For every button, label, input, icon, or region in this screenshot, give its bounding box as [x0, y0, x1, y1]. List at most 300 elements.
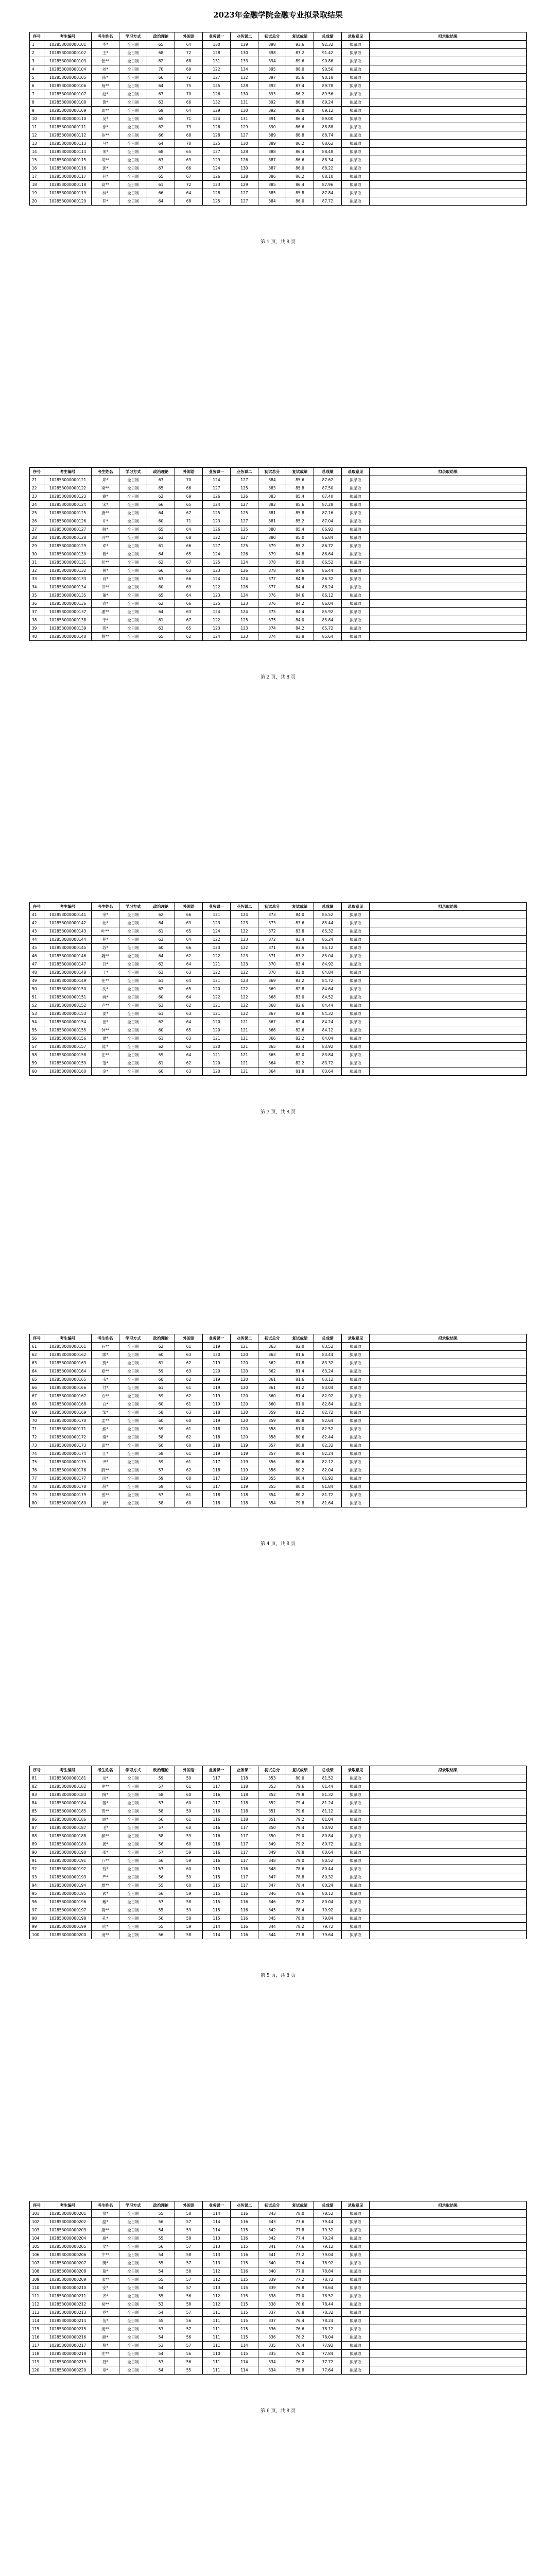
table-cell: 60	[30, 1067, 44, 1076]
table-cell: 133	[231, 57, 258, 65]
table-cell: 孙**	[92, 131, 119, 140]
table-cell: 119	[30, 2358, 44, 2366]
table-cell: 53	[147, 2325, 175, 2333]
table-cell: 68	[175, 197, 203, 206]
table-cell: 59	[147, 1425, 175, 1433]
table-cell: 全日制	[119, 74, 147, 82]
table-cell: 80.6	[286, 1458, 314, 1466]
table-cell: 121	[231, 1051, 258, 1059]
table-cell: 85.64	[314, 633, 342, 641]
table-cell: 116	[30, 2333, 44, 2342]
table-cell: 16	[30, 164, 44, 173]
table-cell: 341	[258, 2251, 286, 2259]
table-cell: 83.32	[314, 1359, 342, 1367]
table-cell: 拟录取	[342, 2309, 370, 2317]
table-cell: 120	[231, 1359, 258, 1367]
table-cell: 102	[30, 2218, 44, 2226]
table-cell: 102853000000217	[44, 2342, 92, 2350]
table-row	[30, 1409, 527, 1417]
column-header: 政治理论	[147, 1766, 175, 1774]
table-cell: 85.2	[286, 517, 314, 526]
table-cell	[370, 1873, 527, 1882]
column-header: 复试成绩	[286, 1766, 314, 1774]
table-cell: 119	[231, 1458, 258, 1466]
table-cell: 102853000000112	[44, 131, 92, 140]
table-cell: 83.6	[286, 944, 314, 952]
table-cell: 68	[175, 57, 203, 65]
table-cell: 117	[203, 1475, 231, 1483]
table-cell: 56	[147, 1931, 175, 1939]
table-cell: 全日制	[119, 591, 147, 600]
table-cell: 61	[175, 1458, 203, 1466]
table-cell: 56	[147, 2218, 175, 2226]
table-row	[30, 1002, 527, 1010]
table-cell: 82.4	[286, 1043, 314, 1051]
table-cell: 汤**	[92, 1931, 119, 1939]
table-cell: 邱**	[92, 1442, 119, 1450]
column-header: 考生编号	[44, 1766, 92, 1774]
table-cell	[370, 1849, 527, 1857]
table-cell: 98	[30, 1914, 44, 1923]
table-cell: 拟录取	[342, 2226, 370, 2234]
table-cell: 80	[30, 1499, 44, 1507]
column-header: 外国语	[175, 903, 203, 911]
table-cell: 57	[147, 1824, 175, 1832]
table-cell: 70	[175, 140, 203, 148]
table-cell: 102853000000192	[44, 1865, 92, 1873]
table-cell: 87.40	[314, 493, 342, 501]
table-cell: 125	[203, 509, 231, 517]
table-cell: 102853000000124	[44, 501, 92, 509]
table-cell: 81.04	[314, 1816, 342, 1824]
table-cell: 120	[231, 1417, 258, 1425]
table-cell: 拟录取	[342, 1898, 370, 1906]
table-cell: 102853000000130	[44, 550, 92, 558]
table-cell: 119	[203, 1359, 231, 1367]
table-cell: 全日制	[119, 1425, 147, 1433]
table-cell: 拟录取	[342, 164, 370, 173]
table-cell: 102853000000196	[44, 1898, 92, 1906]
table-cell: 全日制	[119, 1067, 147, 1076]
table-cell: 116	[231, 1914, 258, 1923]
table-cell: 121	[203, 977, 231, 985]
table-cell: 112	[203, 2292, 231, 2300]
table-cell: 85.12	[314, 944, 342, 952]
table-cell: 63	[147, 936, 175, 944]
table-cell: 章*	[92, 2366, 119, 2375]
table-cell: 122	[231, 1002, 258, 1010]
table-cell: 77	[30, 1475, 44, 1483]
table-cell: 102853000000179	[44, 1491, 92, 1499]
table-cell: 114	[203, 1923, 231, 1931]
table-cell: 拟录取	[342, 2243, 370, 2251]
table-cell: 64	[147, 608, 175, 616]
table-cell: 31	[30, 558, 44, 567]
table-cell: 81.6	[286, 1351, 314, 1359]
table-cell	[370, 1491, 527, 1499]
table-cell: 102853000000139	[44, 624, 92, 633]
table-cell	[370, 550, 527, 558]
table-cell: 125	[203, 558, 231, 567]
table-cell: 78.04	[314, 2333, 342, 2342]
table-cell: 83.52	[314, 1343, 342, 1351]
table-cell: 27	[30, 526, 44, 534]
table-cell: 124	[231, 591, 258, 600]
table-row	[30, 1067, 527, 1076]
table-row	[30, 977, 527, 985]
table-cell: 80.4	[286, 1450, 314, 1458]
table-cell: 379	[258, 542, 286, 550]
table-cell: 59	[175, 1857, 203, 1865]
table-cell: 28	[30, 534, 44, 542]
table-cell: 82.8	[286, 1010, 314, 1018]
table-cell: 81.4	[286, 1367, 314, 1376]
table-cell: 86.0	[286, 197, 314, 206]
table-cell: 120	[203, 1367, 231, 1376]
table-cell: 78.12	[314, 2325, 342, 2333]
table-cell: 344	[258, 1923, 286, 1931]
table-cell: 62	[175, 1059, 203, 1067]
table-cell: 115	[203, 1882, 231, 1890]
table-cell: 60	[175, 1882, 203, 1890]
table-cell	[370, 1466, 527, 1475]
table-cell: 尹*	[92, 1458, 119, 1466]
table-cell: 79.44	[314, 2218, 342, 2226]
table-cell: 335	[258, 2350, 286, 2358]
table-cell: 91.42	[314, 49, 342, 57]
table-cell: 64	[175, 993, 203, 1002]
table-cell	[370, 1816, 527, 1824]
table-cell: 全日制	[119, 41, 147, 49]
table-cell: 80.44	[314, 1865, 342, 1873]
table-cell: 86.64	[314, 550, 342, 558]
table-cell: 118	[231, 1807, 258, 1816]
table-cell: 全日制	[119, 57, 147, 65]
table-row	[30, 1807, 527, 1816]
table-cell: 118	[231, 1774, 258, 1783]
table-cell: 113	[203, 2284, 231, 2292]
table-cell: 77.64	[314, 2366, 342, 2375]
table-cell: 80.84	[314, 1832, 342, 1840]
table-cell: 102853000000156	[44, 1035, 92, 1043]
table-cell: 77.0	[286, 2267, 314, 2276]
table-cell: 75	[175, 82, 203, 90]
table-cell: 86.2	[286, 90, 314, 98]
table-cell: 84.8	[286, 575, 314, 583]
table-cell: 85.84	[314, 616, 342, 624]
table-row	[30, 2259, 527, 2267]
table-cell: 拟录取	[342, 985, 370, 993]
page-footer: 第 2 页，共 8 页	[260, 675, 296, 680]
table-cell: 78.0	[286, 1914, 314, 1923]
table-row	[30, 1343, 527, 1351]
table-cell: 139	[231, 41, 258, 49]
table-cell: 128	[231, 148, 258, 156]
table-cell: 58	[175, 1898, 203, 1906]
table-cell: 102853000000195	[44, 1890, 92, 1898]
table-cell: 76.2	[286, 2333, 314, 2342]
table-cell: 57	[147, 1849, 175, 1857]
table-cell: 拟录取	[342, 977, 370, 985]
table-cell: 常*	[92, 2210, 119, 2218]
table-cell: 51	[30, 993, 44, 1002]
table-cell: 60	[147, 1067, 175, 1076]
column-header: 考生姓名	[92, 903, 119, 911]
table-cell: 69	[175, 583, 203, 591]
table-cell: 359	[258, 1417, 286, 1425]
table-cell: 17	[30, 173, 44, 181]
table-cell: 9	[30, 107, 44, 115]
table-cell: 102853000000144	[44, 936, 92, 944]
table-cell: 82.6	[286, 1026, 314, 1035]
table-cell: 398	[258, 41, 286, 49]
table-cell: 拟录取	[342, 919, 370, 927]
table-cell: 102853000000182	[44, 1783, 92, 1791]
table-cell: 111	[203, 2325, 231, 2333]
table-cell: 63	[147, 476, 175, 484]
table-cell: 60	[147, 1026, 175, 1035]
table-cell: 40	[30, 633, 44, 641]
table-cell: 77.0	[286, 2292, 314, 2300]
table-cell: 394	[258, 57, 286, 65]
table-cell	[370, 1351, 527, 1359]
table-cell: 77.2	[286, 2251, 314, 2259]
table-cell: 129	[231, 181, 258, 189]
table-cell: 5	[30, 74, 44, 82]
table-cell: 390	[258, 123, 286, 131]
table-cell: 363	[258, 1343, 286, 1351]
table-cell: 72	[175, 49, 203, 57]
table-cell: 邵*	[92, 1849, 119, 1857]
table-cell: 邓*	[92, 542, 119, 550]
table-cell: 83.6	[286, 919, 314, 927]
column-header: 总成绩	[314, 903, 342, 911]
table-cell: 全日制	[119, 1018, 147, 1026]
table-cell: 126	[231, 583, 258, 591]
table-cell: 102853000000212	[44, 2300, 92, 2309]
table-cell	[370, 1433, 527, 1442]
table-cell	[370, 1458, 527, 1466]
table-cell	[370, 1832, 527, 1840]
table-cell: 127	[231, 131, 258, 140]
table-cell: 102853000000201	[44, 2210, 92, 2218]
table-cell: 25	[30, 509, 44, 517]
table-cell: 57	[175, 2325, 203, 2333]
table-cell	[370, 1417, 527, 1425]
table-cell: 86.2	[286, 140, 314, 148]
table-cell: 全日制	[119, 1026, 147, 1035]
table-cell: 345	[258, 1906, 286, 1914]
column-header: 序号	[30, 468, 44, 476]
table-row	[30, 1898, 527, 1906]
table-cell: 89.00	[314, 115, 342, 123]
table-cell: 124	[203, 115, 231, 123]
table-cell: 胡**	[92, 156, 119, 164]
column-header: 录取意见	[342, 903, 370, 911]
table-cell: 拟录取	[342, 936, 370, 944]
table-cell: 76.2	[286, 2358, 314, 2366]
table-row	[30, 2276, 527, 2284]
table-cell: 拟录取	[342, 1865, 370, 1873]
column-header: 业务课一	[203, 903, 231, 911]
table-cell: 57	[175, 2309, 203, 2317]
table-cell	[370, 1923, 527, 1931]
table-cell: 102853000000171	[44, 1425, 92, 1433]
table-cell: 80.6	[286, 1433, 314, 1442]
table-cell: 84.32	[314, 1010, 342, 1018]
table-cell: 102853000000210	[44, 2284, 92, 2292]
table-cell: 118	[231, 1491, 258, 1499]
table-cell	[370, 173, 527, 181]
table-cell: 87.16	[314, 509, 342, 517]
table-cell: 全日制	[119, 484, 147, 493]
table-cell: 129	[231, 123, 258, 131]
table-cell: 132	[203, 98, 231, 107]
table-cell: 76.6	[286, 2325, 314, 2333]
table-cell: 102853000000205	[44, 2243, 92, 2251]
table-cell: 全日制	[119, 633, 147, 641]
table-row	[30, 1059, 527, 1067]
table-cell: 393	[258, 90, 286, 98]
table-cell: 102853000000203	[44, 2226, 92, 2234]
table-cell: 131	[203, 57, 231, 65]
table-row	[30, 1791, 527, 1799]
table-cell: 文*	[92, 2243, 119, 2251]
table-cell: 116	[203, 1807, 231, 1816]
table-cell	[370, 1890, 527, 1898]
table-cell: 拟录取	[342, 2317, 370, 2325]
table-cell: 拟录取	[342, 633, 370, 641]
table-cell: 78.92	[314, 2259, 342, 2267]
table-cell: 117	[231, 1824, 258, 1832]
table-cell: 78.64	[314, 2284, 342, 2292]
table-cell: 88.48	[314, 148, 342, 156]
table-cell: 376	[258, 591, 286, 600]
table-cell: 59	[175, 1890, 203, 1898]
table-cell: 371	[258, 944, 286, 952]
table-cell: 拟录取	[342, 1475, 370, 1483]
table-cell: 全日制	[119, 173, 147, 181]
table-cell	[370, 1882, 527, 1890]
table-cell: 58	[147, 1791, 175, 1799]
table-cell: 龚*	[92, 1840, 119, 1849]
table-cell	[370, 2325, 527, 2333]
table-cell	[370, 1442, 527, 1450]
table-cell: 59	[147, 1367, 175, 1376]
table-cell: 127	[203, 484, 231, 493]
table-cell: 庞**	[92, 2325, 119, 2333]
table-cell: 67	[30, 1392, 44, 1400]
table-cell: 387	[258, 164, 286, 173]
column-header: 业务课一	[203, 1334, 231, 1343]
table-cell: 128	[203, 189, 231, 197]
table-cell: 72	[175, 74, 203, 82]
table-cell: 全日制	[119, 911, 147, 919]
table-cell: 116	[231, 1931, 258, 1939]
table-cell: 102853000000114	[44, 148, 92, 156]
table-cell: 全日制	[119, 936, 147, 944]
table-cell: 121	[203, 1035, 231, 1043]
table-cell: 79.32	[314, 2226, 342, 2234]
table-cell: 拟录取	[342, 969, 370, 977]
table-cell: 122	[203, 534, 231, 542]
table-cell: 102853000000125	[44, 509, 92, 517]
table-cell: 61	[147, 181, 175, 189]
table-cell: 78	[30, 1483, 44, 1491]
table-cell: 55	[147, 2292, 175, 2300]
table-cell: 356	[258, 1466, 286, 1475]
table-cell: 赵*	[92, 90, 119, 98]
table-cell: 拟录取	[342, 2276, 370, 2284]
table-cell: 66	[147, 131, 175, 140]
table-cell: 102853000000133	[44, 575, 92, 583]
table-cell: 363	[258, 1351, 286, 1359]
table-cell	[370, 2342, 527, 2350]
table-cell: 金*	[92, 1067, 119, 1076]
table-row	[30, 1351, 527, 1359]
table-row	[30, 74, 527, 82]
table-row	[30, 952, 527, 960]
table-cell: 7	[30, 90, 44, 98]
table-cell: 102853000000189	[44, 1840, 92, 1849]
table-cell: 123	[203, 591, 231, 600]
table-cell: 365	[258, 1051, 286, 1059]
column-header: 业务课二	[231, 903, 258, 911]
table-cell: 67	[147, 164, 175, 173]
table-cell: 81.52	[314, 1774, 342, 1783]
table-cell: 全日制	[119, 1359, 147, 1367]
table-row	[30, 57, 527, 65]
table-row	[30, 1499, 527, 1507]
table-cell: 63	[175, 1367, 203, 1376]
table-cell: 拟录取	[342, 1417, 370, 1425]
table-cell: 康**	[92, 2226, 119, 2234]
table-row	[30, 1035, 527, 1043]
table-cell: 全日制	[119, 501, 147, 509]
table-cell	[370, 1043, 527, 1051]
table-cell: 56	[147, 1873, 175, 1882]
table-cell: 熊*	[92, 1425, 119, 1433]
table-cell	[370, 1018, 527, 1026]
table-cell: 116	[203, 1849, 231, 1857]
column-header: 总成绩	[314, 2201, 342, 2210]
table-cell: 全日制	[119, 2267, 147, 2276]
table-cell: 119	[203, 1343, 231, 1351]
table-cell: 拟录取	[342, 1774, 370, 1783]
table-cell: 拟录取	[342, 57, 370, 65]
table-cell: 35	[30, 591, 44, 600]
table-cell: 79.8	[286, 1499, 314, 1507]
table-cell: 360	[258, 1400, 286, 1409]
table-cell: 57	[147, 1799, 175, 1807]
table-cell: 102853000000211	[44, 2292, 92, 2300]
table-cell: 全日制	[119, 1816, 147, 1824]
table-cell: 80.0	[286, 1483, 314, 1491]
table-cell: 90.56	[314, 65, 342, 74]
table-cell: 117	[203, 1483, 231, 1491]
table-cell: 全日制	[119, 1002, 147, 1010]
table-cell	[370, 1906, 527, 1914]
table-row	[30, 960, 527, 969]
table-cell	[370, 107, 527, 115]
table-cell: 36	[30, 600, 44, 608]
table-cell: 拟录取	[342, 575, 370, 583]
table-cell: 102853000000105	[44, 74, 92, 82]
table-cell: 86.72	[314, 542, 342, 550]
table-cell: 79.4	[286, 1799, 314, 1807]
table-cell: 117	[231, 1873, 258, 1882]
table-cell: 116	[203, 1832, 231, 1840]
